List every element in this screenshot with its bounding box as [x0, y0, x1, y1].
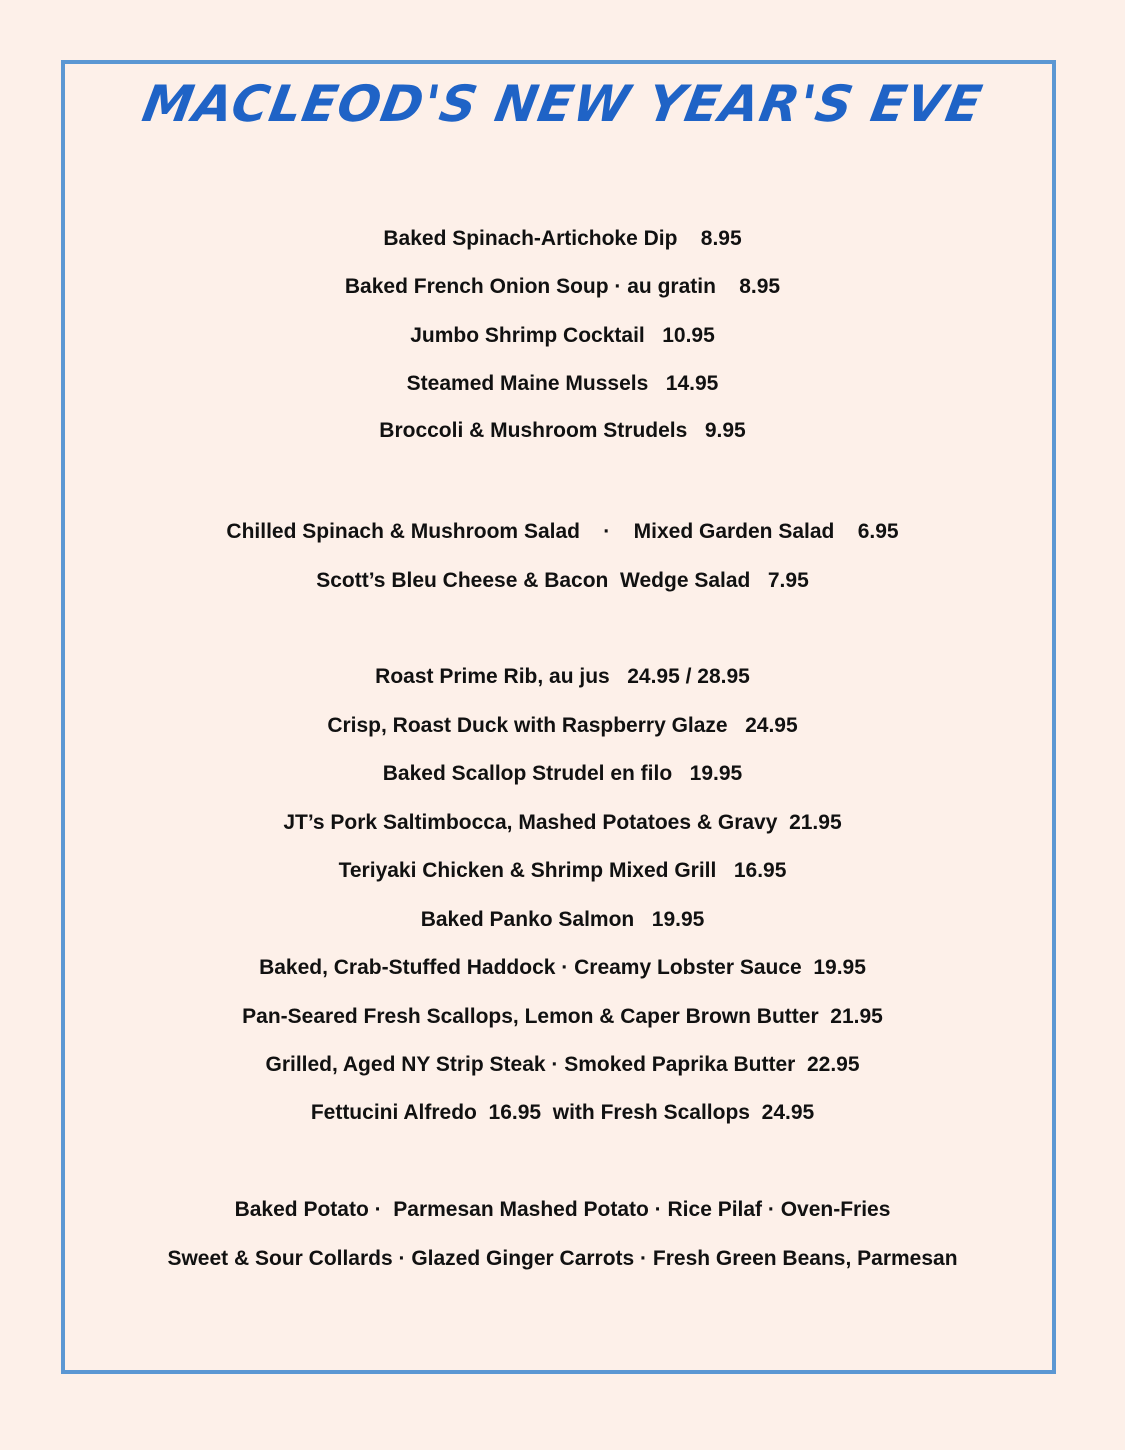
- entree-item: Baked Scallop Strudel en filo 19.95: [382, 762, 743, 785]
- entree-item: Roast Prime Rib, au jus 24.95 / 28.95: [375, 665, 750, 688]
- entree-item: Baked Panko Salmon 19.95: [420, 908, 705, 931]
- sides-item: Baked Potato · Parmesan Mashed Potato · Rice Pilaf · Oven-Fries: [234, 1198, 891, 1221]
- entree-item: Teriyaki Chicken & Shrimp Mixed Grill 16.95: [338, 859, 787, 882]
- entree-item: JT’s Pork Saltimbocca, Mashed Potatoes & Gravy 21.95: [283, 811, 842, 834]
- salad-item: Scott’s Bleu Cheese & Bacon Wedge Salad 7.95: [316, 569, 809, 592]
- menu-title: MACLEOD'S NEW YEAR'S EVE: [138, 75, 987, 133]
- entree-item: Pan-Seared Fresh Scallops, Lemon & Caper Brown Butter 21.95: [242, 1005, 883, 1028]
- sides-item: Sweet & Sour Collards · Glazed Ginger Carrots · Fresh Green Beans, Parmesan: [167, 1247, 958, 1270]
- appetizer-item: Jumbo Shrimp Cocktail 10.95: [410, 324, 715, 347]
- appetizer-item: Baked French Onion Soup · au gratin 8.95: [344, 275, 781, 298]
- entree-item: Baked, Crab-Stuffed Haddock · Creamy Lobster Sauce 19.95: [259, 956, 866, 979]
- entree-item: Fettucini Alfredo 16.95 with Fresh Scallops 24.95: [310, 1101, 815, 1124]
- appetizer-item: Steamed Maine Mussels 14.95: [406, 372, 719, 395]
- appetizer-item: Broccoli & Mushroom Strudels 9.95: [379, 419, 746, 442]
- entree-item: Grilled, Aged NY Strip Steak · Smoked Paprika Butter 22.95: [265, 1053, 860, 1076]
- entree-item: Crisp, Roast Duck with Raspberry Glaze 24.95: [327, 714, 798, 737]
- salad-item: Chilled Spinach & Mushroom Salad · Mixed Garden Salad 6.95: [226, 520, 899, 543]
- appetizer-item: Baked Spinach-Artichoke Dip 8.95: [383, 227, 742, 250]
